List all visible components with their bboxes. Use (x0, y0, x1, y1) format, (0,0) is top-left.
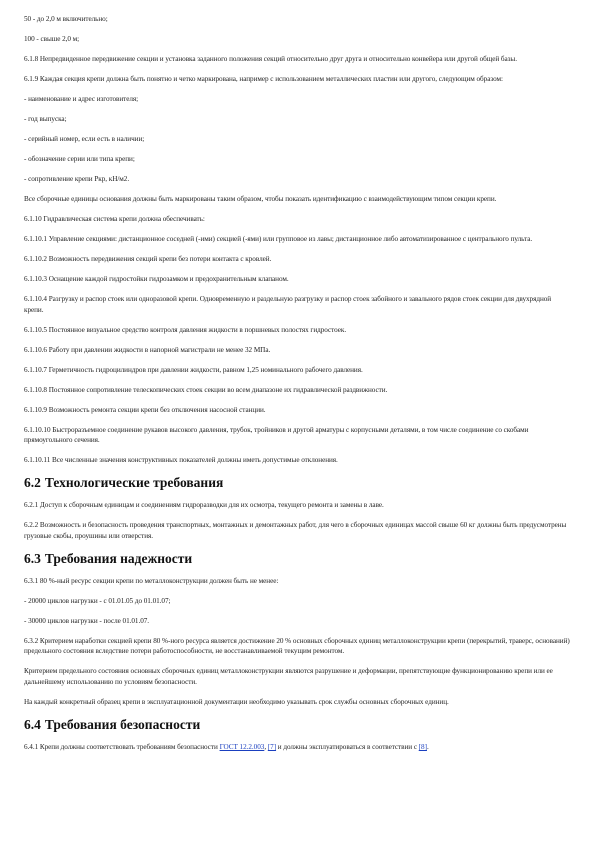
separator-text: , (264, 742, 268, 751)
paragraph: 6.1.10.9 Возможность ремонта секции крепи без отключения насосной станции. (24, 405, 266, 414)
paragraph: 6.1.10.3 Оснащение каждой гидростойки гидрозамком и предохранительным клапаном. (24, 275, 289, 283)
section-heading-6-4 (24, 717, 570, 733)
section-title: Технологические требования (44, 475, 224, 490)
reference-link-7[interactable]: [7] (267, 742, 277, 751)
section-title: Требования надежности (44, 550, 193, 566)
paragraph-text: и должны эксплуатироваться в соответствии с (276, 742, 419, 751)
paragraph: 6.1.10.7 Герметичность гидроцилиндров при давлении жидкости, равном 1,25 номинального рабочего давления. (24, 365, 363, 374)
section-number: 6.2 (24, 475, 41, 490)
paragraph: 6.1.10.4 Разгрузку и распор стоек или одноразовой крепи. Одновременную и раздельную разгрузку и распор стоек забойного и завального рядов стоек секции для двухрядной крепи. (24, 295, 552, 314)
paragraph: 6.1.10.6 Работу при давлении жидкости в напорной магистрали не менее 32 МПа. (24, 345, 271, 354)
paragraph: 100 - свыше 2,0 м; (24, 35, 80, 43)
paragraph: 6.1.10.2 Возможность передвижения секций крепи без потери контакта с кровлей. (24, 255, 272, 263)
paragraph: 6.3.1 80 %-ный ресурс секции крепи по металлоконструкции должен быть не менее: (24, 576, 279, 585)
paragraph: 6.1.10.8 Постоянное сопротивление телескопических стоек секции во всем диапазоне их гидравлической раздвижности. (24, 385, 388, 394)
section-heading-6-3 (24, 551, 570, 567)
paragraph: 6.1.10.1 Управление секциями: дистанционное соседней (-ими) секцией (-ями) или групповое из лавы; дистанционное либо автоматизированное с центрального пульта. (24, 235, 533, 243)
paragraph-text: 6.4.1 Крепи должны соответствовать требованиям безопасности (24, 742, 220, 751)
paragraph: 50 - до 2,0 м включительно; (24, 15, 108, 23)
paragraph: 6.1.10 Гидравлическая система крепи должна обеспечивать: (24, 215, 205, 223)
paragraph: 6.1.10.11 Все численные значения конструктивных показателей должны иметь допустимые отклонения. (24, 456, 338, 464)
list-item: - 30000 циклов нагрузки - после 01.01.07. (24, 616, 150, 625)
section-heading-6-2 (24, 475, 570, 491)
list-item: - наименование и адрес изготовителя; (24, 95, 139, 103)
list-item: - сопротивление крепи Ркр, кН/м2. (24, 175, 130, 183)
gost-link[interactable]: ГОСТ 12.2.003 (219, 742, 265, 751)
paragraph: Все сборочные единицы основания должны быть маркированы таким образом, чтобы показать идентификацию с взаимодействующим типом секции крепи. (24, 195, 497, 203)
paragraph: 6.2.2 Возможность и безопасность проведения транспортных, монтажных и демонтажных работ, для чего в сборочных единицах массой свыше 60 кг должны быть предусмотрены грузовые скобы, проушины или отверстия. (24, 521, 567, 540)
paragraph: 6.3.2 Критерием наработки секцией крепи 80 %-ного ресурса является достижение 20 % основных сборочных единиц металлоконструкции крепи (перекрытий, траверс, оснований) предельного состояния вследствие потери работоспособности, не восстанавливаемой текущим ремонтом. (24, 636, 570, 655)
paragraph: На каждый конкретный образец крепи в эксплуатационной документации необходимо указывать срок службы основных сборочных единиц. (24, 697, 449, 706)
document-page (24, 14, 570, 762)
list-item: - серийный номер, если есть в наличии; (24, 135, 145, 143)
section-title: Требования безопасности (44, 716, 201, 732)
paragraph-6-4-1 (24, 742, 570, 753)
list-item: - обозначение серии или типа крепи; (24, 155, 135, 163)
paragraph: 6.1.9 Каждая секция крепи должна быть понятно и четко маркирована, например с использованием металлических пластин или другого, следующим образом: (24, 75, 503, 83)
paragraph-text: . (426, 742, 429, 751)
reference-link-8[interactable]: [8] (418, 742, 427, 751)
list-item: - год выпуска; (24, 115, 67, 123)
section-number: 6.3 (24, 550, 41, 566)
section-number: 6.4 (24, 716, 41, 732)
paragraph: 6.1.10.5 Постоянное визуальное средство контроля давления жидкости в поршневых полостях гидростоек. (24, 325, 347, 334)
paragraph: Критерием предельного состояния основных сборочных единиц металлоконструкции являются разрушение и деформации, препятствующие функционированию крепи или ее дальнейшему использованию по условиям безопасности. (24, 667, 553, 686)
list-item: - 20000 циклов нагрузки - с 01.01.05 до 01.01.07; (24, 596, 171, 605)
paragraph: 6.1.8 Непредвиденное передвижение секции и установка заданного положения секций относительно друг друга и относительно конвейера или другой общей базы. (24, 55, 517, 63)
paragraph: 6.1.10.10 Быстроразъемное соединение рукавов высокого давления, трубок, тройников и другой арматуры с корпусными деталями, в том числе соединение со скобами прямоугольного сечения. (24, 425, 529, 444)
paragraph: 6.2.1 Доступ к сборочным единицам и соединениям гидроразводки для их осмотра, текущего ремонта и замены в лаве. (24, 501, 384, 509)
